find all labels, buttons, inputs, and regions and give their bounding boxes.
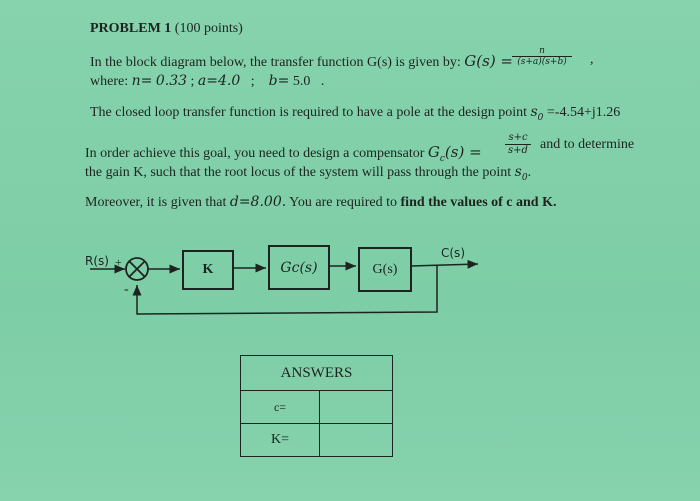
gs-label: G(s) = xyxy=(464,52,514,70)
line4-text-b: and to determine xyxy=(540,137,635,152)
answer-field-k[interactable] xyxy=(320,424,393,457)
s0-symbol: $s_0$ xyxy=(530,104,544,123)
gc-denominator: s+d xyxy=(508,145,528,156)
answer-label-k: K= xyxy=(241,424,320,457)
answers-title: ANSWERS xyxy=(241,356,393,391)
gc-block: Gc(s) xyxy=(268,245,330,290)
output-label: C(s) xyxy=(441,246,465,260)
problem-points: (100 points) xyxy=(174,21,243,36)
line3-text: The closed loop transfer function is required to have a pole at the design point xyxy=(90,105,527,120)
sep-2: ; xyxy=(250,74,255,89)
line5-end: . xyxy=(527,165,532,180)
a-value: 4.0 xyxy=(217,73,241,89)
input-label: R(s) xyxy=(85,254,109,268)
answer-field-c[interactable] xyxy=(320,391,393,424)
summing-junction xyxy=(126,258,148,280)
n-value: 0.33 xyxy=(155,73,188,89)
b-label: b= xyxy=(268,73,290,89)
design-point-value: =-4.54+j1.26 xyxy=(546,105,621,120)
line1-comma: , xyxy=(590,52,594,67)
answer-row-k xyxy=(241,424,393,457)
minus-sign: - xyxy=(124,282,129,297)
plus-sign: + xyxy=(115,255,122,269)
sep-1: ; xyxy=(190,74,195,89)
answers-header-row xyxy=(241,356,393,391)
n-label: n= xyxy=(131,73,153,89)
problem-title: PROBLEM 1 xyxy=(90,21,172,36)
gs-numerator: n xyxy=(539,46,545,56)
gc-symbol: $G_c(s)$ = xyxy=(427,143,482,164)
gs-denominator: (s+a)(s+b) xyxy=(517,57,567,67)
g-block: G(s) xyxy=(358,247,412,292)
output-arrow xyxy=(411,264,478,266)
answer-label-c: c= xyxy=(241,391,320,424)
d-equation: d=8.00. xyxy=(229,194,287,210)
line4-text-a: In order achieve this goal, you need to design a compensator xyxy=(85,146,425,161)
line1-text: In the block diagram below, the transfer function G(s) is given by: xyxy=(90,55,461,70)
answer-row-c xyxy=(241,391,393,424)
line6-text-b: You are required to xyxy=(289,195,398,210)
line2-end: . xyxy=(320,74,325,89)
k-block: K xyxy=(182,250,234,290)
answers-table xyxy=(240,355,393,457)
gc-numerator: s+c xyxy=(508,132,528,143)
a-label: a= xyxy=(197,73,218,89)
where-label: where: xyxy=(90,74,129,89)
line5-text: the gain K, such that the root locus of the system will pass through the point xyxy=(85,165,512,180)
s0-symbol-2: $s_0$ xyxy=(514,164,528,183)
line6-text: Moreover, it is given that xyxy=(85,195,227,210)
task-statement: find the values of c and K. xyxy=(400,195,557,210)
b-value: 5.0 xyxy=(292,74,311,89)
